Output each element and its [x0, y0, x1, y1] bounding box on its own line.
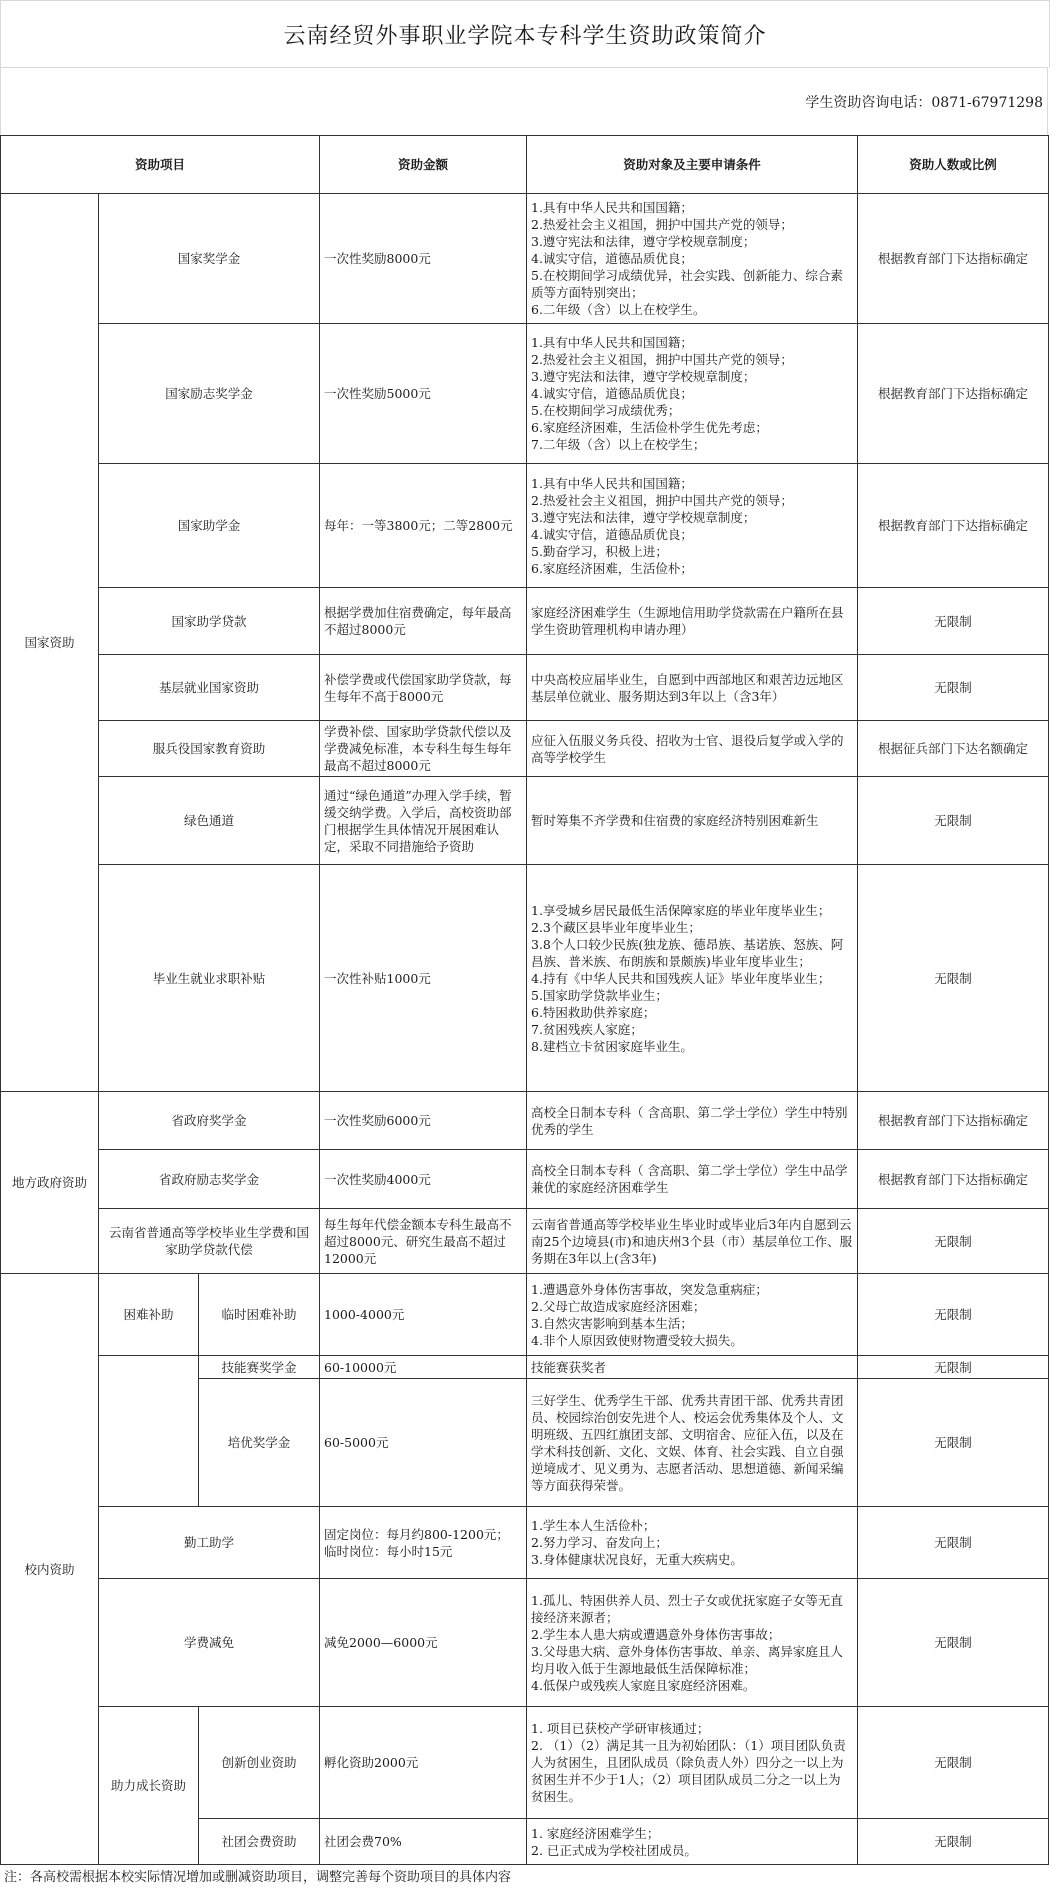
- table-row: [1, 464, 1049, 588]
- item-amount: 1000-4000元: [320, 1274, 527, 1356]
- item-conditions: [527, 655, 858, 721]
- item-quota: 根据教育部门下达指标确定: [858, 464, 1049, 588]
- item-conditions: [527, 194, 858, 324]
- condition-line: 3.身体健康状况良好，无重大疾病史。: [531, 1552, 743, 1567]
- condition-line: 5.在校期间学习成绩优秀；: [531, 403, 681, 418]
- item-amount: 一次性补贴1000元: [320, 865, 527, 1092]
- consult-phone: 学生资助咨询电话：0871-67971298: [805, 94, 1043, 111]
- item-amount: 根据学费加住宿费确定，每年最高不超过8000元: [320, 588, 527, 655]
- condition-line: 2.热爱社会主义祖国，拥护中国共产党的领导；: [531, 492, 793, 508]
- condition-line: 4.诚实守信，道德品质优良；: [531, 386, 693, 401]
- item-amount: 每生每年代偿金额本专科生最高不超过8000元、研究生最高不超过12000元: [320, 1209, 527, 1274]
- item-name: 培优奖学金: [199, 1379, 320, 1507]
- condition-line: 固定岗位：每月约800-1200元；: [324, 1526, 509, 1542]
- item-name: 省政府奖学金: [99, 1092, 320, 1150]
- condition-line: 暂时筹集不齐学费和住宿费的家庭经济特别困难新生: [531, 813, 819, 828]
- condition-line: 1. 家庭经济困难学生；: [531, 1825, 660, 1841]
- item-quota: 根据教育部门下达指标确定: [858, 324, 1049, 464]
- item-conditions: [527, 1356, 858, 1379]
- item-amount: 一次性奖励4000元: [320, 1150, 527, 1209]
- item-name: 毕业生就业求职补贴: [99, 865, 320, 1092]
- footnote: 注：各高校需根据本校实际情况增加或删减资助项目，调整完善每个资助项目的具体内容: [4, 1870, 512, 1885]
- item-quota: 无限制: [858, 1209, 1049, 1274]
- item-name: 绿色通道: [99, 777, 320, 865]
- condition-line: 2. 已正式成为学校社团成员。: [531, 1842, 697, 1858]
- item-quota: 根据教育部门下达指标确定: [858, 194, 1049, 324]
- condition-line: 1.具有中华人民共和国国籍；: [531, 200, 693, 215]
- condition-line: 2.热爱社会主义祖国，拥护中国共产党的领导；: [531, 352, 793, 367]
- table-row: [1, 194, 1049, 324]
- item-amount: 60-5000元: [320, 1379, 527, 1507]
- item-amount: 孵化资助2000元: [320, 1707, 527, 1819]
- item-name: 技能赛奖学金: [199, 1356, 320, 1379]
- condition-line: 1.孤儿、特困供养人员、烈士子女或优抚家庭子女等无直接经济来源者；: [531, 1592, 843, 1625]
- condition-line: 家庭经济困难学生（生源地信用助学贷款需在户籍所在县学生资助管理机构申请办理）: [531, 605, 844, 637]
- item-conditions: [527, 865, 858, 1092]
- condition-line: 5.勤奋学习，积极上进；: [531, 543, 668, 559]
- item-quota: 无限制: [858, 1579, 1049, 1707]
- item-conditions: [527, 1579, 858, 1707]
- header-quota: 资助人数或比例: [858, 136, 1049, 194]
- condition-line: 高校全日制本专科（ 含高职、第二学士学位）学生中品学兼优的家庭经济困难学生: [531, 1163, 848, 1195]
- condition-line: 4.低保户或残疾人家庭且家庭经济困难。: [531, 1677, 756, 1693]
- condition-line: 1.具有中华人民共和国国籍；: [531, 475, 693, 491]
- item-quota: 无限制: [858, 1507, 1049, 1579]
- item-conditions: [527, 721, 858, 777]
- condition-line: 5.国家助学贷款毕业生；: [531, 987, 668, 1003]
- item-amount: 社团会费70%: [320, 1819, 527, 1865]
- item-conditions: [527, 1209, 858, 1274]
- table-row: [1, 1707, 1049, 1819]
- item-quota: 无限制: [858, 865, 1049, 1092]
- item-conditions: [527, 1379, 858, 1507]
- item-name: 创新创业资助: [199, 1707, 320, 1819]
- item-amount: 减免2000—6000元: [320, 1579, 527, 1707]
- condition-line: 2. （1）（2）满足其一且为初始团队：（1）项目团队负责人为贫困生，且团队成员（除负责人外）四分之一以上为贫困生并不少于1人；（2）项目团队成员二分之一以上为贫困生。: [531, 1738, 846, 1804]
- condition-line: 3.遵守宪法和法律，遵守学校规章制度；: [531, 509, 756, 525]
- table-row: [1, 865, 1049, 1092]
- table-row: [1, 1150, 1049, 1209]
- item-conditions: [527, 777, 858, 865]
- condition-line: 三好学生、优秀学生干部、优秀共青团干部、优秀共青团员、校园综治创安先进个人、校运会优秀集体及个人、文明班级、五四红旗团支部、文明宿舍、应征入伍，以及在学术科技创新、文化、文娱、体育、社会实践、自立自强逆境成才、见义勇为、志愿者活动、思想道德、新闻采编等方面获得荣誉。: [531, 1392, 844, 1493]
- item-name: 社团会费资助: [199, 1819, 320, 1865]
- condition-line: 6.家庭经济困难，生活俭朴；: [531, 560, 693, 576]
- item-conditions: [527, 1092, 858, 1150]
- group-blank: [99, 1356, 199, 1507]
- item-name: 国家助学金: [99, 464, 320, 588]
- condition-line: 高校全日制本专科（ 含高职、第二学士学位）学生中特别优秀的学生: [531, 1104, 848, 1137]
- condition-line: 3.父母患大病、意外身体伤害事故、单亲、离异家庭且人均月收入低于生源地最低生活保障标准；: [531, 1643, 843, 1676]
- table-row: [1, 324, 1049, 464]
- item-name: 勤工助学: [99, 1507, 320, 1579]
- condition-line: 2.3个藏区县毕业年度毕业生；: [531, 919, 701, 935]
- condition-line: 6.特困救助供养家庭；: [531, 1004, 656, 1020]
- item-conditions: [527, 324, 858, 464]
- category-local: 地方政府资助: [1, 1092, 99, 1274]
- condition-line: 7.贫困残疾人家庭；: [531, 1021, 643, 1037]
- item-amount: 一次性奖励6000元: [320, 1092, 527, 1150]
- condition-line: 1.享受城乡居民最低生活保障家庭的毕业年度毕业生；: [531, 902, 831, 918]
- item-name: 省政府励志奖学金: [99, 1150, 320, 1209]
- item-conditions: [527, 1274, 858, 1356]
- item-conditions: [527, 588, 858, 655]
- condition-line: 临时岗位：每小时15元: [324, 1543, 453, 1559]
- group-hardship: 困难补助: [99, 1274, 199, 1356]
- item-quota: 无限制: [858, 588, 1049, 655]
- table-row: [1, 1274, 1049, 1356]
- header-row: [1, 136, 1049, 194]
- item-name: 服兵役国家教育资助: [99, 721, 320, 777]
- condition-line: 技能赛获奖者: [531, 1359, 607, 1375]
- header-amount: 资助金额: [320, 136, 527, 194]
- category-school: 校内资助: [1, 1274, 99, 1865]
- item-name: 国家助学贷款: [99, 588, 320, 655]
- condition-line: 3.8个人口较少民族(独龙族、德昂族、基诺族、怒族、阿昌族、普米族、布朗族和景颇族)毕业年度毕业生；: [531, 936, 844, 969]
- item-conditions: [527, 1707, 858, 1819]
- item-quota: 无限制: [858, 1356, 1049, 1379]
- condition-line: 7.二年级（含）以上在校学生；: [531, 437, 706, 452]
- item-amount: 60-10000元: [320, 1356, 527, 1379]
- table-row: [1, 721, 1049, 777]
- item-quota: 根据教育部门下达指标确定: [858, 1150, 1049, 1209]
- table-row: [1, 588, 1049, 655]
- condition-line: 2.学生本人患大病或遭遇意外身体伤害事故；: [531, 1626, 781, 1642]
- condition-line: 5.在校期间学习成绩优异，社会实践、创新能力、综合素质等方面特别突出；: [531, 268, 843, 300]
- item-quota: 无限制: [858, 655, 1049, 721]
- condition-line: 1.遭遇意外身体伤害事故，突发急重病症；: [531, 1281, 768, 1297]
- condition-line: 4.诚实守信，道德品质优良；: [531, 526, 693, 542]
- condition-line: 6.二年级（含）以上在校学生。: [531, 302, 706, 317]
- condition-line: 中央高校应届毕业生，自愿到中西部地区和艰苦边远地区基层单位就业、服务期达到3年以上（含3年）: [531, 671, 844, 704]
- item-name: 学费减免: [99, 1579, 320, 1707]
- table-row: [1, 655, 1049, 721]
- table-row: [1, 1092, 1049, 1150]
- condition-line: 应征入伍服义务兵役、招收为士官、退役后复学或入学的高等学校学生: [531, 732, 844, 765]
- condition-line: 6.家庭经济困难，生活俭朴学生优先考虑；: [531, 420, 768, 435]
- condition-line: 3.遵守宪法和法律，遵守学校规章制度；: [531, 369, 756, 384]
- item-conditions: [527, 464, 858, 588]
- item-conditions: [527, 1819, 858, 1865]
- condition-line: 1. 项目已获校产学研审核通过；: [531, 1721, 710, 1736]
- page-title: 云南经贸外事职业学院本专科学生资助政策简介: [0, 0, 1050, 68]
- item-amount: 通过“绿色通道”办理入学手续，暂缓交纳学费。入学后，高校资助部门根据学生具体情况开展困难认定，采取不同措施给予资助: [320, 777, 527, 865]
- item-quota: 无限制: [858, 1379, 1049, 1507]
- item-quota: 根据征兵部门下达名额确定: [858, 721, 1049, 777]
- condition-line: 4.非个人原因致使财物遭受较大损失。: [531, 1332, 743, 1348]
- condition-line: 1.学生本人生活俭朴；: [531, 1518, 656, 1533]
- item-quota: 无限制: [858, 777, 1049, 865]
- item-name: 临时困难补助: [199, 1274, 320, 1356]
- category-national: 国家资助: [1, 194, 99, 1092]
- item-name: 国家励志奖学金: [99, 324, 320, 464]
- condition-line: 8.建档立卡贫困家庭毕业生。: [531, 1038, 693, 1054]
- condition-line: 2.热爱社会主义祖国，拥护中国共产党的领导；: [531, 217, 793, 232]
- condition-line: 4.诚实守信，道德品质优良；: [531, 251, 693, 266]
- condition-line: 1.具有中华人民共和国国籍；: [531, 335, 693, 350]
- item-quota: 无限制: [858, 1707, 1049, 1819]
- item-conditions: [527, 1150, 858, 1209]
- policy-table: [0, 135, 1049, 1865]
- item-name: 基层就业国家资助: [99, 655, 320, 721]
- item-amount: 一次性奖励5000元: [320, 324, 527, 464]
- table-row: [1, 777, 1049, 865]
- phone-row: [0, 67, 1048, 135]
- item-name: 国家奖学金: [99, 194, 320, 324]
- item-name: 云南省普通高等学校毕业生学费和国家助学贷款代偿: [99, 1209, 320, 1274]
- condition-line: 2.努力学习、奋发向上；: [531, 1535, 668, 1550]
- table-row: [1, 1356, 1049, 1379]
- condition-line: 云南省普通高等学校毕业生毕业时或毕业后3年内自愿到云南25个边境县(市)和迪庆州3个县（市）基层单位工作、服务期在3年以上(含3年): [531, 1216, 853, 1266]
- item-quota: 根据教育部门下达指标确定: [858, 1092, 1049, 1150]
- condition-line: 3.自然灾害影响到基本生活；: [531, 1315, 693, 1331]
- item-amount: 每年：一等3800元；二等2800元: [320, 464, 527, 588]
- table-row: [1, 1209, 1049, 1274]
- item-amount: 一次性奖励8000元: [320, 194, 527, 324]
- item-conditions: [527, 1507, 858, 1579]
- item-quota: 无限制: [858, 1274, 1049, 1356]
- group-growth: 助力成长资助: [99, 1707, 199, 1865]
- item-amount: [320, 1507, 527, 1579]
- item-amount: 学费补偿、国家助学贷款代偿以及学费减免标准，本专科生每生每年最高不超过8000元: [320, 721, 527, 777]
- condition-line: 3.遵守宪法和法律，遵守学校规章制度；: [531, 234, 756, 249]
- item-amount: 补偿学费或代偿国家助学贷款，每生每年不高于8000元: [320, 655, 527, 721]
- table-row: [1, 1579, 1049, 1707]
- condition-line: 4.持有《中华人民共和国残疾人证》毕业年度毕业生；: [531, 970, 831, 986]
- item-quota: 无限制: [858, 1819, 1049, 1865]
- header-item: 资助项目: [1, 136, 320, 194]
- header-conditions: 资助对象及主要申请条件: [527, 136, 858, 194]
- table-row: [1, 1507, 1049, 1579]
- condition-line: 2.父母亡故造成家庭经济困难；: [531, 1298, 706, 1314]
